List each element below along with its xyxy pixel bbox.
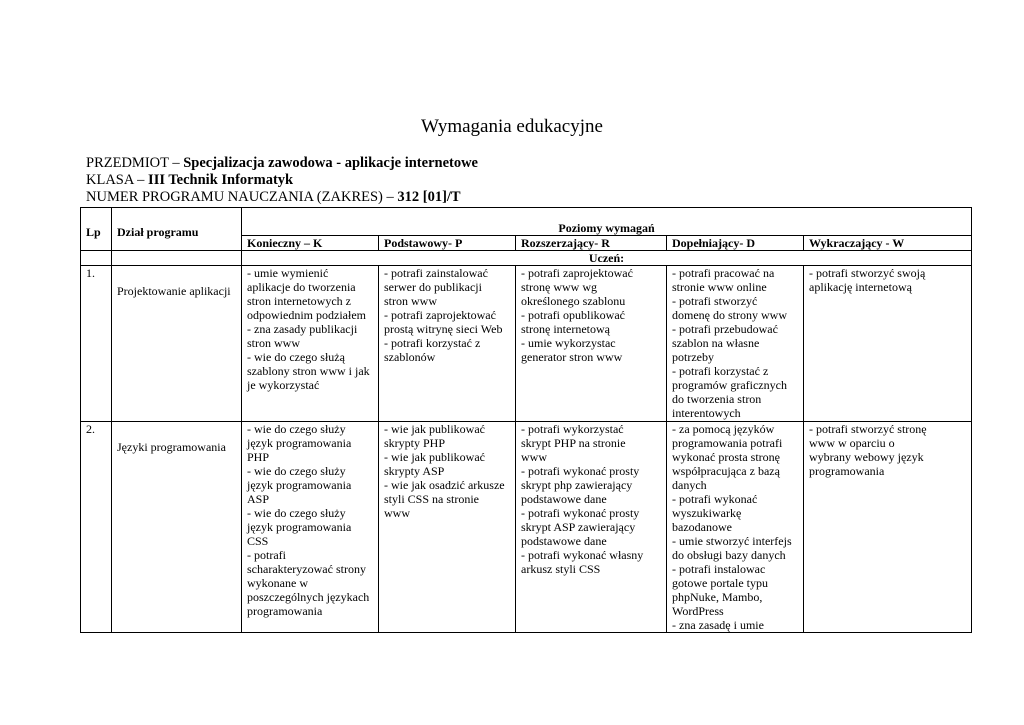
cell-text: - potrafi pracować na stronie www online - potrafi stworzyć domenę do strony www - potrafi przebudować szablon na własne potrzeby - potrafi korzystać z programów graficznych do tworzenia stron interentowych xyxy=(672,266,787,420)
table-row xyxy=(81,266,972,422)
row-cell-p xyxy=(379,422,516,633)
row-cell-k xyxy=(242,422,379,633)
document-title: Wymagania edukacyjne xyxy=(421,116,603,137)
row-section xyxy=(112,422,242,633)
cell-text: - potrafi stworzyć swoją aplikację internetową xyxy=(809,266,926,294)
row-section-label: Języki programowania xyxy=(117,440,226,454)
row-cell-r xyxy=(516,422,667,633)
meta-class-label: KLASA – xyxy=(86,172,149,188)
cell-text: - wie do czego służy język programowania PHP - wie do czego służy język programowania ASP - wie do czego służy język programowania CSS - potrafi scharakteryzować strony wykonane w poszczególnych językach programowania xyxy=(247,422,370,618)
row-section xyxy=(112,266,242,422)
cell-text: - potrafi wykorzystać skrypt PHP na stronie www - potrafi wykonać prosty skrypt php zawierający podstawowe dane - potrafi wykonać prosty skrypt ASP zawierający podstawowe dane - potrafi wykonać własny arkusz styli CSS xyxy=(521,422,644,576)
meta-class-value: III Technik Informatyk xyxy=(148,172,294,188)
level-rozszerzajacy: Rozszerzający- R xyxy=(516,236,667,251)
header-lp: Lp xyxy=(81,208,112,251)
row-number: 1. xyxy=(81,266,112,422)
meta-program xyxy=(86,189,478,206)
student-row-lp xyxy=(81,251,112,266)
student-row-dzial xyxy=(112,251,242,266)
meta-program-label: NUMER PROGRAMU NAUCZANIA (ZAKRES) – xyxy=(86,189,398,205)
requirements-table xyxy=(80,207,972,633)
row-cell-d xyxy=(667,422,804,633)
row-cell-r xyxy=(516,266,667,422)
document-meta xyxy=(86,155,478,206)
cell-text: - za pomocą języków programowania potrafi wykonać prosta stronę współpracująca z bazą danych - potrafi wykonać wyszukiwarkę bazodanowe - umie stworzyć interfejs do obsługi bazy danych - potrafi instalowac gotowe portale typu phpNuke, Mambo, WordPress - zna zasadę i umie xyxy=(672,422,792,632)
row-cell-w xyxy=(804,266,972,422)
cell-text: - potrafi zainstalować serwer do publikacji stron www - potrafi zaprojektować prostą witrynę sieci Web - potrafi korzystać z szablonów xyxy=(384,266,503,364)
meta-program-value: 312 [01]/T xyxy=(397,189,461,205)
level-wykraczajacy: Wykraczający - W xyxy=(804,236,972,251)
meta-class xyxy=(86,172,478,189)
header-dzial: Dział programu xyxy=(112,208,242,251)
cell-text: - potrafi stworzyć stronę www w oparciu o wybrany webowy język programowania xyxy=(809,422,927,478)
level-konieczny: Konieczny – K xyxy=(242,236,379,251)
meta-subject-value: Specjalizacja zawodowa - aplikacje internetowe xyxy=(183,155,478,171)
header-levels: Poziomy wymagań xyxy=(242,208,972,236)
header-row-levels xyxy=(81,208,972,236)
header-student: Uczeń: xyxy=(242,251,972,266)
row-number: 2. xyxy=(81,422,112,633)
row-cell-w xyxy=(804,422,972,633)
row-cell-d xyxy=(667,266,804,422)
cell-text: - wie jak publikować skrypty PHP - wie jak publikować skrypty ASP - wie jak osadzić arkusze styli CSS na stronie www xyxy=(384,422,505,520)
header-row-student xyxy=(81,251,972,266)
cell-text: - potrafi zaprojektować stronę www wg określonego szablonu - potrafi opublikować stronę internetową - umie wykorzystac generator stron www xyxy=(521,266,633,364)
row-cell-k xyxy=(242,266,379,422)
meta-subject-label: PRZEDMIOT – xyxy=(86,155,184,171)
row-section-label: Projektowanie aplikacji xyxy=(117,284,231,298)
level-podstawowy: Podstawowy- P xyxy=(379,236,516,251)
table-row xyxy=(81,422,972,633)
cell-text: - umie wymienić aplikacje do tworzenia stron internetowych z odpowiednim podziałem - zna zasady publikacji stron www - wie do czego służą szablony stron www i jak je wykorzystać xyxy=(247,266,370,392)
meta-subject xyxy=(86,155,478,172)
row-cell-p xyxy=(379,266,516,422)
level-dopelniajacy: Dopełniający- D xyxy=(667,236,804,251)
